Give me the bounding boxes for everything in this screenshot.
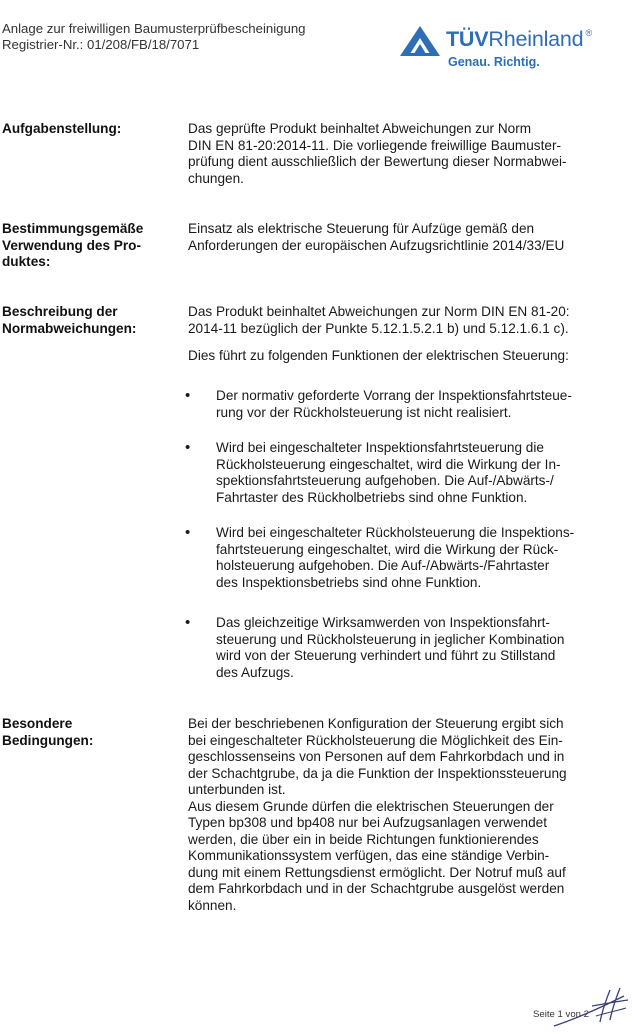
text-line: wird von der Steuerung verhindert und führt zu Stillstand [216, 648, 556, 663]
label-line: Verwendung des Pro- [2, 237, 141, 253]
bullet-item [216, 440, 561, 506]
page-number: Seite 1 von 2 [533, 1009, 590, 1020]
text-line: fahrtsteuerung eingeschaltet, wird die Wirkung der Rück- [216, 541, 559, 557]
label-line: duktes: [2, 254, 51, 269]
tuv-rheinland-logo-text [446, 27, 592, 52]
bullet-item [216, 388, 572, 421]
section-text-task [188, 121, 567, 187]
text-line: Typen bp308 und bp408 nur bei Aufzugsanlagen verwendet [188, 815, 548, 830]
text-line: Kommunikationssystem verfügen, das eine ständige Verbin- [188, 848, 550, 863]
text-line: DIN EN 81-20:2014-11. Die vorliegende freiwillige Baumuster- [188, 137, 561, 153]
text-line: Das Produkt beinhaltet Abweichungen zur Norm DIN EN 81-20: [188, 304, 570, 319]
text-line: dung mit einem Rettungsdienst ermöglicht. Der Notruf muß auf [188, 864, 566, 880]
text-line: spektionsfahrtsteuerung aufgehoben. Die Auf-/Abwärts-/ [216, 473, 554, 488]
text-line: Wird bei eingeschalteter Rückholsteuerung die Inspektions- [216, 525, 575, 540]
label-line: Beschreibung der [2, 304, 118, 319]
text-line: des Inspektionsbetriebs sind ohne Funktion. [216, 574, 482, 590]
bullet-item [216, 615, 564, 681]
logo-brand-rest: Rheinland [488, 27, 584, 51]
text-line: geschlossenseins von Personen auf dem Fahrkorbdach und in [188, 749, 565, 764]
section-text-conditions [188, 716, 567, 914]
text-line: Wird bei eingeschalteter Inspektionsfahrtsteuerung die [216, 440, 544, 455]
text-line: bei eingeschalteter Rückholsteuerung die Möglichkeit des Ein- [188, 732, 563, 748]
label-line: Aufgabenstellung: [2, 121, 122, 136]
text-line: dem Fahrkorbdach und in der Schachtgrube ausgelöst werden [188, 881, 565, 896]
section-label-conditions [2, 716, 93, 749]
text-line: Dies führt zu folgenden Funktionen der elektrischen Steuerung: [188, 348, 569, 363]
text-line: werden, die über ein in beide Richtungen funktionierendes [188, 831, 539, 847]
tuv-triangle-logo-icon [398, 24, 442, 58]
text-line: Rückholsteuerung eingeschaltet, wird die Wirkung der In- [216, 456, 561, 472]
text-line: Anforderungen der europäischen Aufzugsrichtlinie 2014/33/EU [188, 237, 565, 253]
section-label-intended-use [2, 221, 143, 271]
bullet-symbol: • [185, 614, 191, 631]
section-text-deviations-intro [188, 348, 569, 365]
section-text-deviations [188, 304, 570, 337]
text-line: rung vor der Rückholsteuerung ist nicht realisiert. [216, 404, 512, 420]
text-line: holsteuerung aufgehoben. Die Auf-/Abwärts-/Fahrtaster [216, 558, 550, 573]
bullet-symbol: • [185, 439, 191, 456]
section-text-intended-use [188, 221, 564, 254]
text-line: des Aufzugs. [216, 664, 294, 680]
text-line: Das gleichzeitige Wirksamwerden von Inspektionsfahrt- [216, 615, 550, 630]
text-line: Das geprüfte Produkt beinhaltet Abweichungen zur Norm [188, 121, 532, 136]
label-line: Bedingungen: [2, 732, 94, 748]
section-label-deviations [2, 304, 136, 337]
logo-brand-bold: TÜV [446, 27, 489, 51]
label-line: Besondere [2, 716, 73, 731]
text-line: Einsatz als elektrische Steuerung für Aufzüge gemäß den [188, 221, 535, 236]
logo-registered-mark: ® [585, 28, 592, 38]
text-line: Bei der beschriebenen Konfiguration der Steuerung ergibt sich [188, 716, 564, 731]
section-label-task [2, 121, 121, 138]
label-line: Bestimmungsgemäße [2, 221, 144, 236]
text-line: 2014-11 bezüglich der Punkte 5.12.1.5.2.1 b) und 5.12.1.6.1 c). [188, 320, 569, 336]
bullet-symbol: • [185, 524, 191, 541]
text-line: Fahrtaster des Rückholbetriebs sind ohne Funktion. [216, 489, 528, 505]
text-line: chungen. [188, 170, 244, 186]
bullet-symbol: • [185, 387, 191, 404]
header-registration-number: Registrier-Nr.: 01/208/FB/18/7071 [2, 37, 200, 52]
logo-tagline: Genau. Richtig. [448, 55, 540, 69]
header-annex-title: Anlage zur freiwilligen Baumusterprüfbescheinigung [2, 21, 306, 36]
text-line: Der normativ geforderte Vorrang der Inspektionsfahrtsteue- [216, 388, 572, 403]
text-line: prüfung dient ausschließlich der Bewertung dieser Normabwei- [188, 154, 567, 169]
text-line: unterbunden ist. [188, 782, 286, 797]
text-line: steuerung und Rückholsteuerung in jeglicher Kombination [216, 631, 565, 647]
text-line: Aus diesem Grunde dürfen die elektrischen Steuerungen der [188, 798, 554, 814]
text-line: können. [188, 897, 237, 913]
label-line: Normabweichungen: [2, 320, 137, 336]
text-line: der Schachtgrube, da ja die Funktion der Inspektionssteuerung [188, 765, 567, 781]
bullet-item [216, 525, 574, 591]
handwritten-signature-icon [552, 986, 632, 1034]
